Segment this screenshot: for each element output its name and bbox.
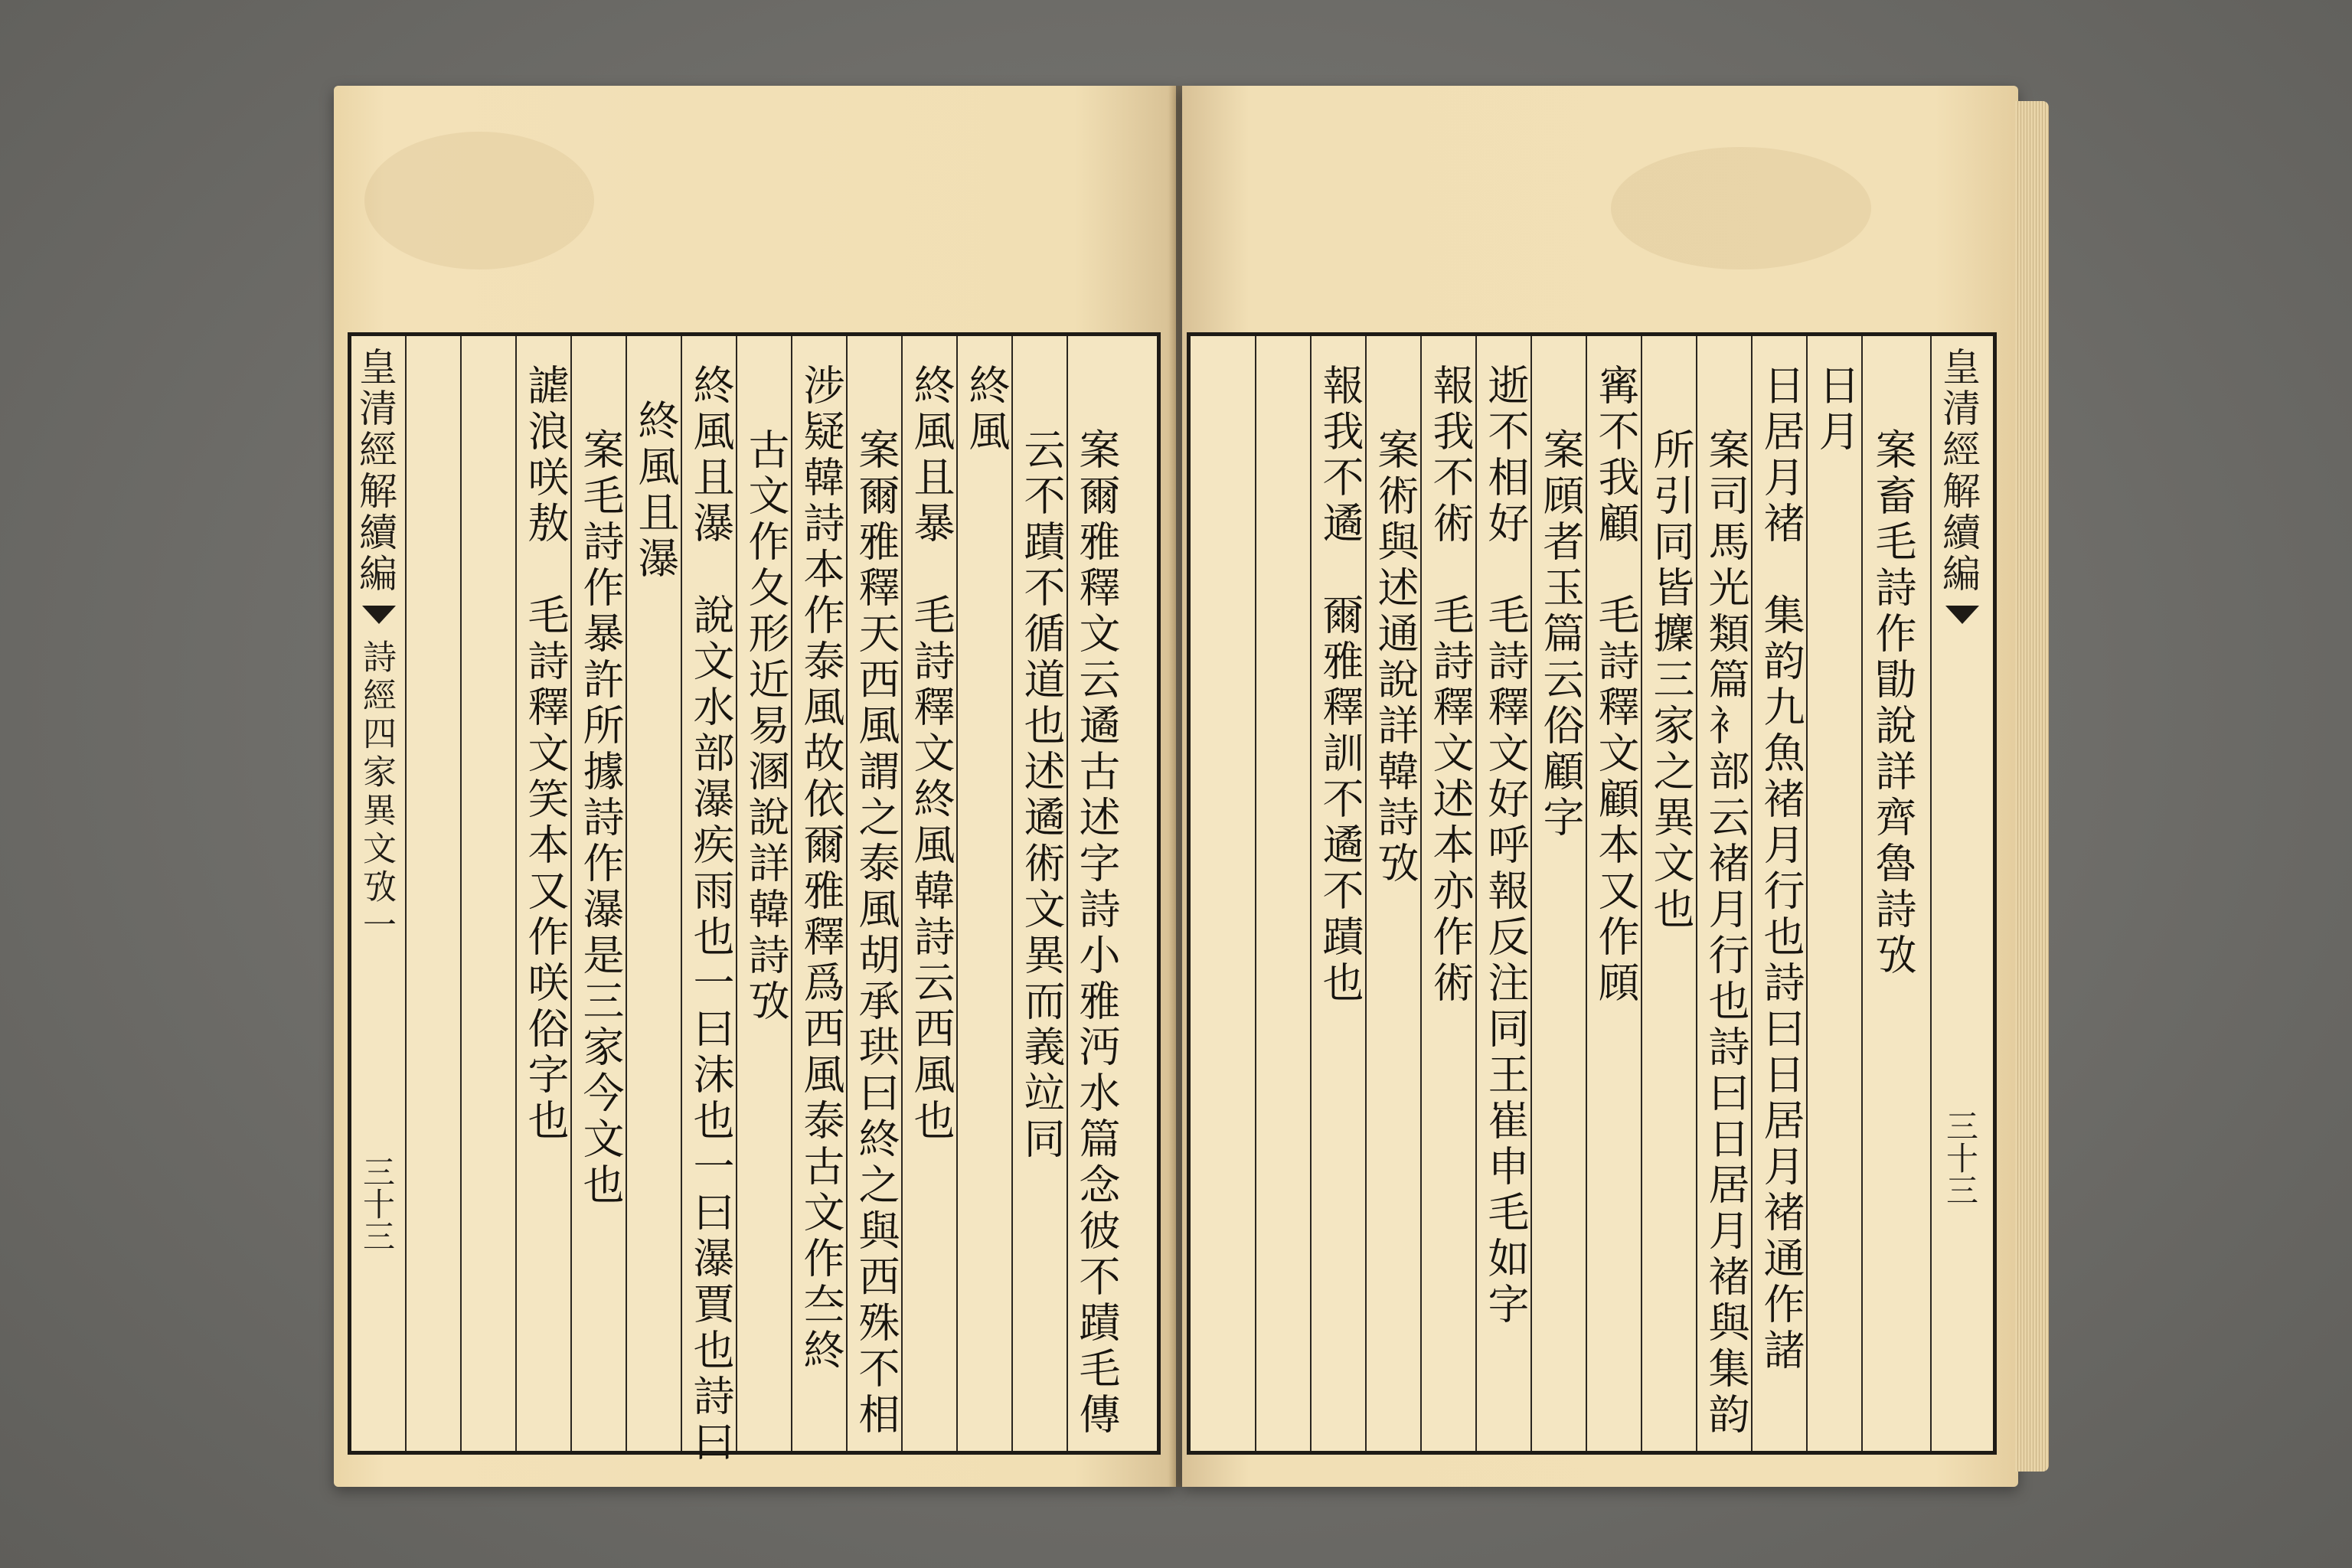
text-column: 逝不相好 毛詩釋文好呼報反注同王崔申毛如字 <box>1481 364 1530 1328</box>
text-column: 案爾雅釋天西風謂之泰風胡承珙曰終之與西殊不相 <box>852 428 900 1439</box>
column-rule <box>1806 336 1808 1451</box>
text-column: 云不蹟不循道也述遹術文異而義竝同 <box>1018 428 1066 1163</box>
text-column: 日居月褚 集韵九魚褚月行也詩曰日居月褚通作諸 <box>1757 364 1805 1374</box>
column-rule <box>1310 336 1312 1451</box>
right-spine-leaf-number: 三十三 <box>1942 1109 1979 1206</box>
text-column: 案毛詩作暴許所據詩作瀑是三家今文也 <box>577 428 625 1209</box>
column-rule <box>846 336 848 1451</box>
paper-stain <box>1611 147 1871 270</box>
fishtail-mark <box>362 606 396 624</box>
right-text-frame <box>1187 332 1997 1455</box>
text-column: 報我不遹 爾雅釋訓不遹不蹟也 <box>1316 364 1364 1007</box>
fishtail-mark <box>1945 606 1979 624</box>
left-text-frame <box>348 332 1161 1466</box>
text-column: 案司馬光類篇衤部云褚月行也詩曰日居月褚與集韵 <box>1702 428 1750 1439</box>
section-heading: 日月 <box>1812 364 1860 456</box>
spine-rule <box>1930 336 1932 1451</box>
text-column: 案術與述通說詳韓詩攷 <box>1371 428 1419 887</box>
column-rule <box>901 336 903 1451</box>
column-rule <box>1586 336 1587 1451</box>
text-column: 案爾雅釋文云遹古述字詩小雅沔水篇念彼不蹟毛傳 <box>1073 428 1121 1439</box>
text-column: 終風且瀑 <box>632 399 680 583</box>
column-rule <box>1255 336 1256 1451</box>
left-spine-book-title: 皇清經解續編 <box>353 347 397 595</box>
column-rule <box>626 336 627 1451</box>
column-rule <box>791 336 792 1451</box>
left-page <box>334 86 1176 1487</box>
column-rule <box>1365 336 1367 1451</box>
spine-rule <box>405 336 407 1451</box>
column-rule <box>515 336 517 1451</box>
text-column: 終風且暴 毛詩釋文終風韓詩云西風也 <box>907 364 956 1145</box>
text-column: 謔浪咲敖 毛詩釋文笑本又作咲俗字也 <box>521 364 570 1145</box>
section-heading: 終風 <box>962 364 1011 456</box>
open-book <box>334 86 2018 1487</box>
column-rule <box>1067 336 1068 1451</box>
column-rule <box>1861 336 1863 1451</box>
text-column: 案頋者玉篇云俗顧字 <box>1537 428 1585 841</box>
column-rule <box>1751 336 1753 1451</box>
column-rule <box>1641 336 1642 1451</box>
page-edges <box>2015 101 2049 1472</box>
column-rule <box>1011 336 1013 1451</box>
text-column: 終風且瀑 說文水部瀑疾雨也一曰沫也一曰瀑賈也詩曰 <box>687 364 735 1466</box>
column-rule <box>681 336 682 1451</box>
column-rule <box>570 336 572 1451</box>
column-rule <box>460 336 462 1451</box>
paper-stain <box>364 132 594 270</box>
column-rule <box>736 336 737 1451</box>
text-column: 寗不我顧 毛詩釋文顧本又作頋 <box>1592 364 1640 1007</box>
column-rule <box>1530 336 1532 1451</box>
text-column: 報我不術 毛詩釋文述本亦作術 <box>1426 364 1475 1007</box>
text-column: 案畜毛詩作勖說詳齊魯詩攷 <box>1869 428 1917 979</box>
column-rule <box>1475 336 1477 1451</box>
left-spine-leaf-number: 三十三 <box>358 1155 396 1252</box>
text-column: 涉疑韓詩本作泰風故依爾雅釋爲西風泰古文作夳終 <box>797 364 845 1374</box>
text-column: 所引同皆攈三家之異文也 <box>1647 428 1695 933</box>
column-rule <box>1420 336 1422 1451</box>
left-spine-section-title: 詩經四家異文攷一 <box>357 639 396 946</box>
column-rule <box>956 336 958 1451</box>
column-rule <box>1696 336 1697 1451</box>
text-column: 古文作夂形近易溷說詳韓詩攷 <box>742 428 790 1025</box>
right-spine-book-title: 皇清經解續編 <box>1936 347 1981 595</box>
